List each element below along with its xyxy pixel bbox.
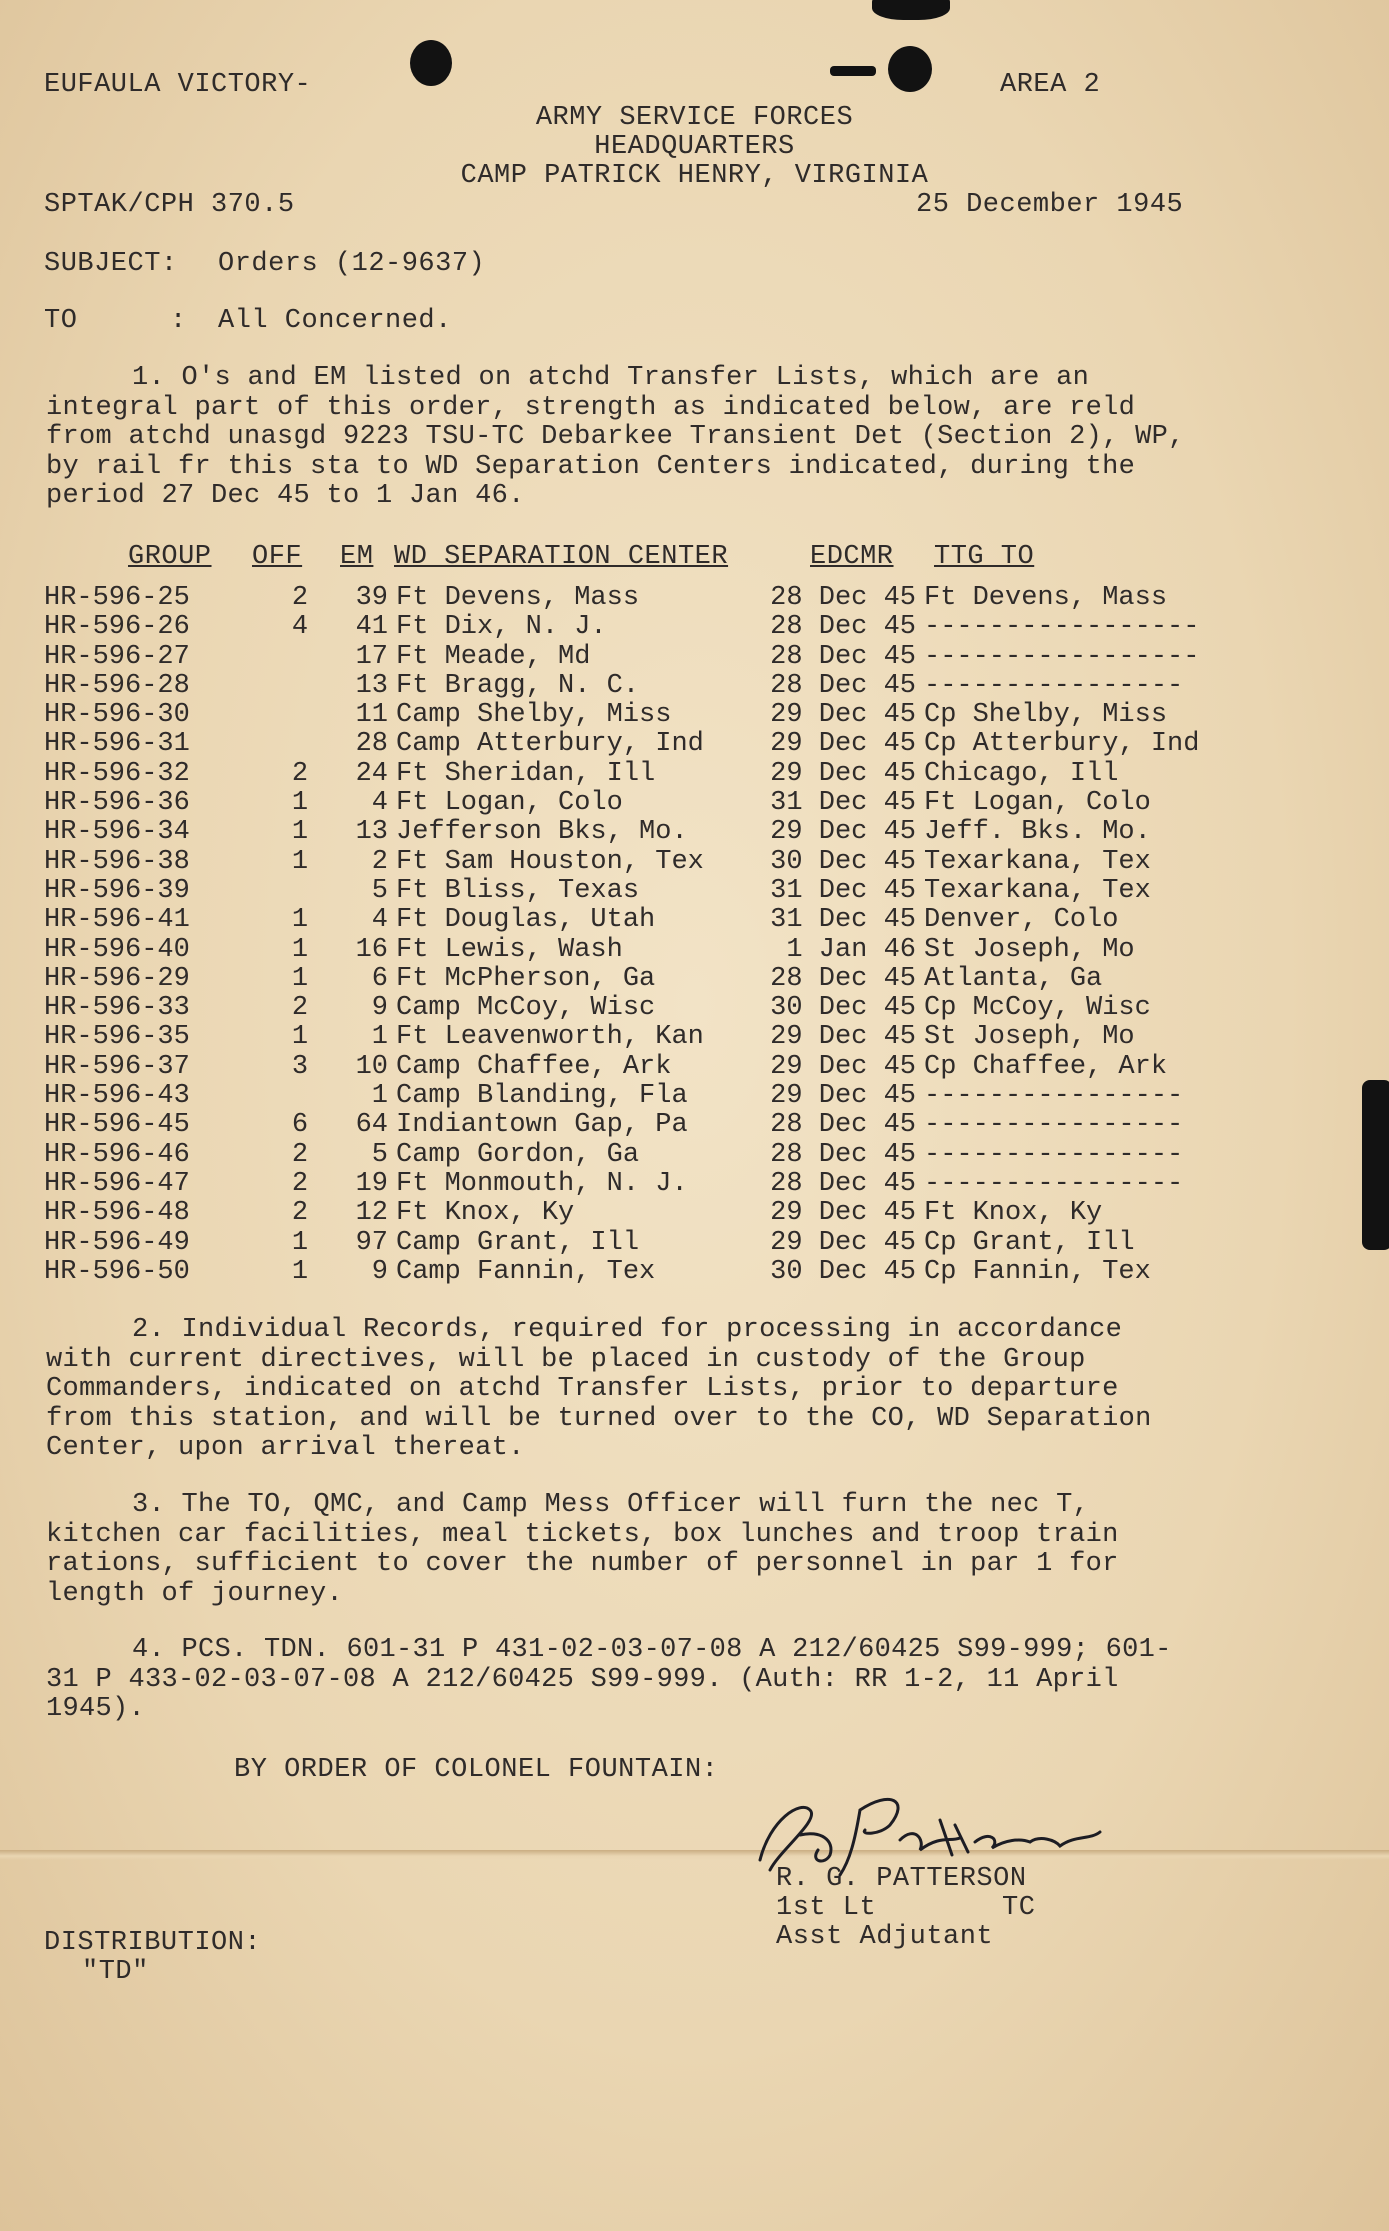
off-count-cell: 1 bbox=[291, 846, 309, 877]
to-colon: : bbox=[170, 306, 187, 336]
p4-line: 31 P 433-02-03-07-08 A 212/60425 S99-999. (Auth: RR 1-2, 11 April bbox=[46, 1664, 1119, 1695]
signer-name: R. G. PATTERSON bbox=[776, 1864, 1027, 1894]
off-count-cell: 2 bbox=[291, 993, 309, 1024]
ttg-to-cell: Cp Atterbury, Ind bbox=[924, 729, 1200, 760]
paragraph-2 bbox=[46, 1316, 1246, 1464]
group-cell: HR-596-37 bbox=[44, 1051, 190, 1082]
col-header-center: WD SEPARATION CENTER bbox=[394, 542, 729, 572]
ttg-to-cell: Cp McCoy, Wisc bbox=[924, 993, 1151, 1024]
edcmr-date-cell: 28 Dec 45 bbox=[770, 1110, 916, 1141]
p1-line: from atchd unasgd 9223 TSU-TC Debarkee Transient Det (Section 2), WP, bbox=[46, 422, 1185, 452]
paper-fold bbox=[0, 1850, 1389, 1860]
org-line-1: ARMY SERVICE FORCES bbox=[535, 103, 854, 133]
off-count-cell: 2 bbox=[291, 1168, 309, 1199]
to-label: TO bbox=[44, 306, 78, 336]
group-cell: HR-596-35 bbox=[44, 1022, 190, 1053]
off-count-cell: 1 bbox=[291, 963, 309, 994]
table-row bbox=[44, 877, 1224, 906]
off-count-cell: 6 bbox=[291, 1110, 309, 1141]
ttg-to-cell: ----------------- bbox=[924, 641, 1200, 672]
p4-line: 4. PCS. TDN. 601-31 P 431-02-03-07-08 A 212/60425 S99-999; 601- bbox=[132, 1635, 1172, 1665]
col-header-group: GROUP bbox=[128, 542, 212, 572]
group-cell: HR-596-38 bbox=[44, 846, 190, 877]
col-header-ttg: TTG TO bbox=[934, 542, 1035, 572]
off-count-cell: 1 bbox=[291, 817, 309, 848]
table-row bbox=[44, 701, 1224, 730]
p1-line: integral part of this order, strength as indicated below, are reld bbox=[46, 392, 1136, 423]
separation-center-cell: Camp Gordon, Ga bbox=[396, 1139, 640, 1170]
group-cell: HR-596-49 bbox=[44, 1227, 190, 1258]
edcmr-date-cell: 31 Dec 45 bbox=[770, 788, 916, 819]
p2-line: with current directives, will be placed in custody of the Group bbox=[46, 1344, 1086, 1375]
separation-center-cell: Ft Sam Houston, Tex bbox=[396, 846, 704, 877]
em-count-cell: 1 bbox=[371, 1022, 388, 1053]
p3-line: length of journey. bbox=[46, 1578, 344, 1609]
group-cell: HR-596-25 bbox=[44, 583, 190, 613]
separation-center-cell: Camp Grant, Ill bbox=[396, 1227, 640, 1258]
em-count-cell: 12 bbox=[355, 1198, 388, 1229]
ttg-to-cell: ---------------- bbox=[924, 670, 1184, 701]
edcmr-date-cell: 28 Dec 45 bbox=[770, 583, 916, 613]
separation-center-cell: Camp Shelby, Miss bbox=[396, 700, 672, 731]
group-cell: HR-596-48 bbox=[44, 1198, 190, 1229]
separation-center-cell: Ft Leavenworth, Kan bbox=[396, 1022, 704, 1053]
em-count-cell: 19 bbox=[355, 1168, 388, 1199]
em-count-cell: 4 bbox=[371, 905, 388, 936]
group-cell: HR-596-27 bbox=[44, 641, 190, 672]
dash-mark bbox=[830, 66, 876, 76]
separation-center-cell: Ft Logan, Colo bbox=[396, 788, 623, 819]
edcmr-date-cell: 31 Dec 45 bbox=[770, 905, 916, 936]
em-count-cell: 9 bbox=[371, 1256, 388, 1287]
off-count-cell: 1 bbox=[291, 905, 309, 936]
edcmr-date-cell: 31 Dec 45 bbox=[770, 875, 916, 906]
table-row bbox=[44, 1111, 1224, 1140]
separation-center-cell: Ft McPherson, Ga bbox=[396, 963, 656, 994]
edcmr-date-cell: 29 Dec 45 bbox=[770, 700, 916, 731]
separation-center-cell: Camp Chaffee, Ark bbox=[396, 1051, 672, 1082]
ship-marking: EUFAULA VICTORY- bbox=[44, 70, 312, 100]
group-cell: HR-596-26 bbox=[44, 612, 190, 643]
ttg-to-cell: Cp Grant, Ill bbox=[924, 1227, 1135, 1258]
table-row bbox=[44, 613, 1224, 642]
edcmr-date-cell: 28 Dec 45 bbox=[770, 1168, 916, 1199]
org-line-3: CAMP PATRICK HENRY, VIRGINIA bbox=[460, 161, 929, 191]
em-count-cell: 17 bbox=[355, 641, 388, 672]
off-count-cell bbox=[256, 643, 344, 672]
em-count-cell: 9 bbox=[371, 993, 388, 1024]
table-row bbox=[44, 584, 1224, 613]
p3-line: kitchen car facilities, meal tickets, box lunches and troop train bbox=[46, 1519, 1119, 1550]
edcmr-date-cell: 29 Dec 45 bbox=[770, 729, 916, 760]
area-marking: AREA 2 bbox=[1000, 70, 1101, 100]
separation-center-cell: Ft Dix, N. J. bbox=[396, 612, 607, 643]
file-reference: SPTAK/CPH 370.5 bbox=[44, 190, 295, 220]
ttg-to-cell: Ft Knox, Ky bbox=[924, 1198, 1103, 1229]
em-count-cell: 16 bbox=[355, 934, 388, 965]
off-count-cell bbox=[256, 701, 344, 730]
table-row bbox=[44, 789, 1224, 818]
off-count-cell: 1 bbox=[291, 788, 309, 819]
group-cell: HR-596-36 bbox=[44, 788, 190, 819]
ttg-to-cell: ---------------- bbox=[924, 1139, 1184, 1170]
group-cell: HR-596-29 bbox=[44, 963, 190, 994]
table-row bbox=[44, 1082, 1224, 1111]
table-row bbox=[44, 1023, 1224, 1052]
group-cell: HR-596-28 bbox=[44, 670, 190, 701]
org-line-2: HEADQUARTERS bbox=[594, 132, 795, 162]
paragraph-4 bbox=[46, 1636, 1246, 1725]
em-count-cell: 39 bbox=[355, 583, 388, 613]
off-count-cell bbox=[256, 877, 344, 906]
table-row bbox=[44, 1258, 1224, 1287]
em-count-cell: 6 bbox=[371, 963, 388, 994]
group-cell: HR-596-43 bbox=[44, 1081, 190, 1112]
col-header-edcmr: EDCMR bbox=[810, 542, 894, 572]
off-count-cell: 3 bbox=[291, 1051, 309, 1082]
to-value: All Concerned. bbox=[218, 306, 452, 336]
punch-hole-left bbox=[410, 40, 452, 86]
edcmr-date-cell: 28 Dec 45 bbox=[770, 641, 916, 672]
group-cell: HR-596-39 bbox=[44, 875, 190, 906]
em-count-cell: 97 bbox=[355, 1227, 388, 1258]
ttg-to-cell: ---------------- bbox=[924, 1081, 1184, 1112]
paragraph-3 bbox=[46, 1491, 1246, 1609]
ink-mark-top bbox=[872, 0, 950, 20]
transfer-groups-table bbox=[44, 584, 1224, 1287]
ttg-to-cell: Atlanta, Ga bbox=[924, 963, 1103, 994]
paragraph-1 bbox=[46, 364, 1246, 512]
p4-line: 1945). bbox=[46, 1694, 146, 1724]
edcmr-date-cell: 29 Dec 45 bbox=[770, 1022, 916, 1053]
em-count-cell: 2 bbox=[371, 846, 388, 877]
table-row bbox=[44, 1170, 1224, 1199]
group-cell: HR-596-50 bbox=[44, 1256, 190, 1287]
ttg-to-cell: Cp Chaffee, Ark bbox=[924, 1051, 1168, 1082]
table-row bbox=[44, 730, 1224, 759]
table-row bbox=[44, 1229, 1224, 1258]
separation-center-cell: Ft Sheridan, Ill bbox=[396, 758, 656, 789]
table-row bbox=[44, 994, 1224, 1023]
table-row bbox=[44, 1199, 1224, 1228]
separation-center-cell: Ft Meade, Md bbox=[396, 641, 591, 672]
table-row bbox=[44, 672, 1224, 701]
distribution-label: DISTRIBUTION: bbox=[44, 1928, 262, 1958]
ttg-to-cell: Cp Fannin, Tex bbox=[924, 1256, 1151, 1287]
separation-center-cell: Ft Douglas, Utah bbox=[396, 905, 656, 936]
ttg-to-cell: ----------------- bbox=[924, 612, 1200, 643]
ttg-to-cell: St Joseph, Mo bbox=[924, 1022, 1135, 1053]
group-cell: HR-596-41 bbox=[44, 905, 190, 936]
ttg-to-cell: ---------------- bbox=[924, 1110, 1184, 1141]
group-cell: HR-596-32 bbox=[44, 758, 190, 789]
off-count-cell bbox=[256, 730, 344, 759]
edcmr-date-cell: 29 Dec 45 bbox=[770, 1051, 916, 1082]
off-count-cell: 4 bbox=[291, 612, 309, 643]
edcmr-date-cell: 29 Dec 45 bbox=[770, 1198, 916, 1229]
ttg-to-cell: ---------------- bbox=[924, 1168, 1184, 1199]
table-row bbox=[44, 1141, 1224, 1170]
edge-stain-right bbox=[1362, 1080, 1389, 1250]
separation-center-cell: Camp Blanding, Fla bbox=[396, 1081, 688, 1112]
ttg-to-cell: Texarkana, Tex bbox=[924, 875, 1151, 906]
p1-line: by rail fr this sta to WD Separation Centers indicated, during the bbox=[46, 451, 1136, 482]
ttg-to-cell: Chicago, Ill bbox=[924, 758, 1119, 789]
off-count-cell bbox=[256, 672, 344, 701]
group-cell: HR-596-47 bbox=[44, 1168, 190, 1199]
ttg-to-cell: Cp Shelby, Miss bbox=[924, 700, 1168, 731]
p1-line: 1. O's and EM listed on atchd Transfer Lists, which are an bbox=[132, 363, 1090, 393]
separation-center-cell: Ft Monmouth, N. J. bbox=[396, 1168, 688, 1199]
edcmr-date-cell: 28 Dec 45 bbox=[770, 612, 916, 643]
em-count-cell: 13 bbox=[355, 670, 388, 701]
off-count-cell: 1 bbox=[291, 1022, 309, 1053]
edcmr-date-cell: 29 Dec 45 bbox=[770, 1081, 916, 1112]
order-date: 25 December 1945 bbox=[916, 190, 1184, 220]
table-row bbox=[44, 643, 1224, 672]
edcmr-date-cell: 30 Dec 45 bbox=[770, 846, 916, 877]
signer-title: Asst Adjutant bbox=[776, 1922, 994, 1952]
table-row bbox=[44, 818, 1224, 847]
separation-center-cell: Ft Bragg, N. C. bbox=[396, 670, 640, 701]
separation-center-cell: Ft Devens, Mass bbox=[396, 583, 640, 613]
separation-center-cell: Jefferson Bks, Mo. bbox=[396, 817, 688, 848]
off-count-cell: 1 bbox=[291, 1256, 309, 1287]
table-row bbox=[44, 965, 1224, 994]
ttg-to-cell: St Joseph, Mo bbox=[924, 934, 1135, 965]
distribution-value: "TD" bbox=[82, 1957, 149, 1987]
separation-center-cell: Ft Knox, Ky bbox=[396, 1198, 575, 1229]
edcmr-date-cell: 29 Dec 45 bbox=[770, 1227, 916, 1258]
separation-center-cell: Ft Bliss, Texas bbox=[396, 875, 640, 906]
authority-line: BY ORDER OF COLONEL FOUNTAIN: bbox=[234, 1755, 719, 1785]
em-count-cell: 5 bbox=[371, 875, 388, 906]
off-count-cell bbox=[256, 1082, 344, 1111]
col-header-off: OFF bbox=[252, 542, 303, 572]
em-count-cell: 41 bbox=[355, 612, 388, 643]
separation-center-cell: Indiantown Gap, Pa bbox=[396, 1110, 688, 1141]
signer-branch: TC bbox=[1002, 1893, 1036, 1923]
group-cell: HR-596-33 bbox=[44, 993, 190, 1024]
edcmr-date-cell: 28 Dec 45 bbox=[770, 670, 916, 701]
em-count-cell: 13 bbox=[355, 817, 388, 848]
em-count-cell: 24 bbox=[355, 758, 388, 789]
edcmr-date-cell: 29 Dec 45 bbox=[770, 817, 916, 848]
ttg-to-cell: Ft Logan, Colo bbox=[924, 788, 1151, 819]
separation-center-cell: Ft Lewis, Wash bbox=[396, 934, 623, 965]
separation-center-cell: Camp McCoy, Wisc bbox=[396, 993, 656, 1024]
off-count-cell: 2 bbox=[291, 583, 309, 613]
ttg-to-cell: Denver, Colo bbox=[924, 905, 1119, 936]
em-count-cell: 11 bbox=[355, 700, 388, 731]
off-count-cell: 2 bbox=[291, 1139, 309, 1170]
p3-line: rations, sufficient to cover the number of personnel in par 1 for bbox=[46, 1549, 1119, 1579]
off-count-cell: 1 bbox=[291, 1227, 309, 1258]
group-cell: HR-596-45 bbox=[44, 1110, 190, 1141]
off-count-cell: 2 bbox=[291, 1198, 309, 1229]
edcmr-date-cell: 29 Dec 45 bbox=[770, 758, 916, 789]
group-cell: HR-596-46 bbox=[44, 1139, 190, 1170]
signer-rank: 1st Lt bbox=[776, 1893, 877, 1923]
ttg-to-cell: Jeff. Bks. Mo. bbox=[924, 817, 1151, 848]
group-cell: HR-596-34 bbox=[44, 817, 190, 848]
em-count-cell: 10 bbox=[355, 1051, 388, 1082]
em-count-cell: 28 bbox=[355, 729, 388, 760]
group-cell: HR-596-31 bbox=[44, 729, 190, 760]
em-count-cell: 5 bbox=[371, 1139, 388, 1170]
table-row bbox=[44, 760, 1224, 789]
edcmr-date-cell: 30 Dec 45 bbox=[770, 1256, 916, 1287]
edcmr-date-cell: 30 Dec 45 bbox=[770, 993, 916, 1024]
table-row bbox=[44, 1053, 1224, 1082]
separation-center-cell: Camp Atterbury, Ind bbox=[396, 729, 704, 760]
em-count-cell: 1 bbox=[371, 1081, 388, 1112]
p2-line: 2. Individual Records, required for processing in accordance bbox=[132, 1315, 1123, 1345]
table-row bbox=[44, 936, 1224, 965]
table-row bbox=[44, 906, 1224, 935]
ttg-to-cell: Texarkana, Tex bbox=[924, 846, 1151, 877]
punch-hole-right bbox=[888, 46, 932, 92]
p1-line: period 27 Dec 45 to 1 Jan 46. bbox=[46, 481, 525, 511]
p2-line: from this station, and will be turned over to the CO, WD Separation bbox=[46, 1403, 1152, 1434]
p3-line: 3. The TO, QMC, and Camp Mess Officer will furn the nec T, bbox=[132, 1490, 1090, 1520]
subject-label: SUBJECT: bbox=[44, 249, 178, 279]
edcmr-date-cell: 28 Dec 45 bbox=[770, 1139, 916, 1170]
p2-line: Commanders, indicated on atchd Transfer Lists, prior to departure bbox=[46, 1374, 1119, 1404]
table-row bbox=[44, 848, 1224, 877]
edcmr-date-cell: 1 Jan 46 bbox=[786, 934, 916, 965]
off-count-cell: 2 bbox=[291, 758, 309, 789]
separation-center-cell: Camp Fannin, Tex bbox=[396, 1256, 656, 1287]
edcmr-date-cell: 28 Dec 45 bbox=[770, 963, 916, 994]
em-count-cell: 64 bbox=[355, 1110, 388, 1141]
group-cell: HR-596-30 bbox=[44, 700, 190, 731]
p2-line: Center, upon arrival thereat. bbox=[46, 1433, 525, 1463]
off-count-cell: 1 bbox=[291, 934, 309, 965]
em-count-cell: 4 bbox=[371, 788, 388, 819]
subject-value: Orders (12-9637) bbox=[218, 249, 486, 279]
group-cell: HR-596-40 bbox=[44, 934, 190, 965]
col-header-em: EM bbox=[340, 542, 374, 572]
ttg-to-cell: Ft Devens, Mass bbox=[924, 583, 1168, 613]
